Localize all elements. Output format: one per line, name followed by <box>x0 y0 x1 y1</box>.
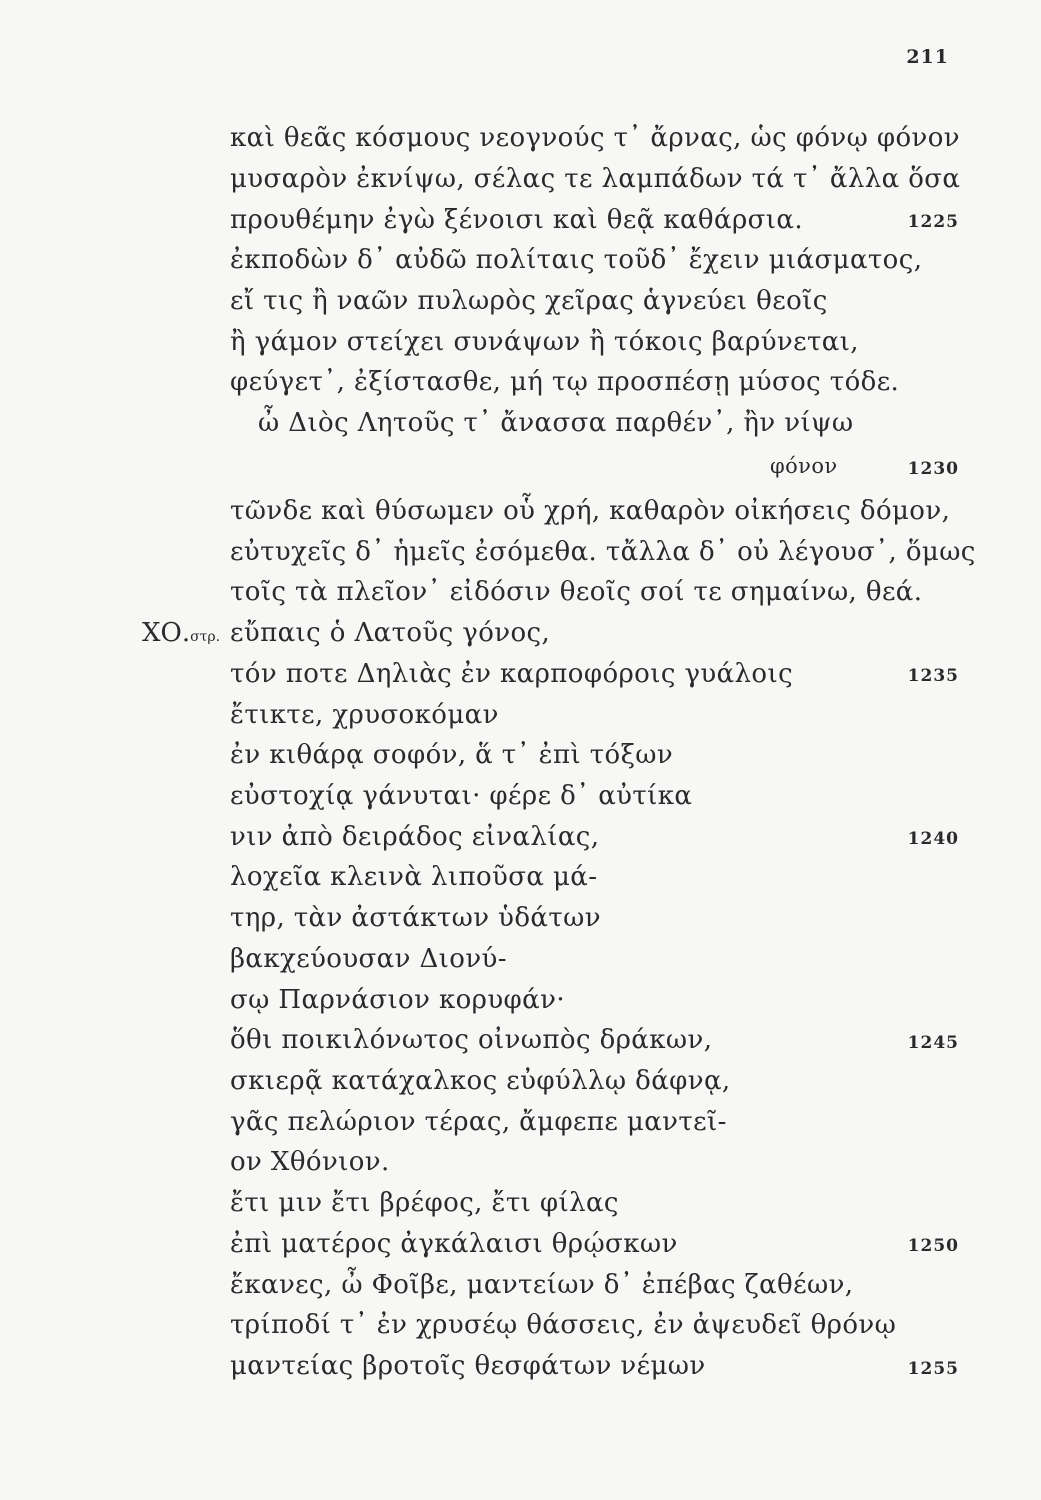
verse-line: ὅθι ποικιλόνωτος οἰνωπὸς δράκων, <box>230 1025 713 1055</box>
verse-line: εὐστοχίᾳ γάνυται· φέρε δ᾿ αὐτίκα <box>230 781 693 811</box>
verse-line: ἔτι μιν ἔτι βρέφος, ἔτι φίλας <box>230 1188 619 1218</box>
verse-line: βακχεύουσαν Διονύ- <box>230 944 507 974</box>
verse-line: σῳ Παρνάσιον κορυφάν· <box>230 985 565 1015</box>
verse-line: σκιερᾷ κατάχαλκος εὐφύλλῳ δάφνᾳ, <box>230 1066 731 1096</box>
verse-line: ἐπὶ ματέρος ἀγκάλαισι θρῴσκων <box>230 1229 678 1259</box>
verse-line: ἐν κιθάρᾳ σοφόν, ἅ τ᾿ ἐπὶ τόξων <box>230 740 674 770</box>
verse-line: φεύγετ᾿, ἐξίστασθε, μή τῳ προσπέσῃ μύσος τόδε. <box>230 367 900 397</box>
page-number: 211 <box>906 46 949 68</box>
verse-line-continuation: φόνον <box>770 454 838 478</box>
verse-line: ον Χθόνιον. <box>230 1147 390 1177</box>
line-number: 1245 <box>907 1033 959 1053</box>
verse-line: τόν ποτε Δηλιὰς ἐν καρποφόροις γυάλοις <box>230 659 794 689</box>
verse-line: τοῖς τὰ πλεῖον᾿ εἰδόσιν θεοῖς σοί τε σημαίνω, θεά. <box>230 577 923 607</box>
line-number: 1230 <box>907 459 959 479</box>
verse-line: μυσαρὸν ἐκνίψω, σέλας τε λαμπάδων τά τ᾿ ἄλλα ὅσα <box>230 164 961 194</box>
verse-line: ὦ Διὸς Λητοῦς τ᾿ ἄνασσα παρθέν᾿, ἢν νίψω <box>258 408 854 438</box>
line-number: 1255 <box>907 1359 959 1379</box>
verse-line: τρίποδί τ᾿ ἐν χρυσέῳ θάσσεις, ἐν ἀψευδεῖ θρόνῳ <box>230 1310 897 1340</box>
line-number: 1235 <box>907 666 959 686</box>
verse-line: ἐκποδὼν δ᾿ αὐδῶ πολίταις τοῦδ᾿ ἔχειν μιάσματος, <box>230 245 923 275</box>
verse-line: νιν ἀπὸ δειράδος εἰναλίας, <box>230 822 600 852</box>
verse-line: εὐτυχεῖς δ᾿ ἡμεῖς ἐσόμεθα. τἄλλα δ᾿ οὐ λέγουσ᾿, ὅμως <box>230 537 976 567</box>
section-mark: στρ. <box>190 629 221 645</box>
verse-line: καὶ θεᾶς κόσμους νεογνούς τ᾿ ἄρνας, ὡς φόνῳ φόνον <box>230 123 960 153</box>
verse-line: λοχεῖα κλεινὰ λιποῦσα μά- <box>230 862 598 892</box>
verse-line: μαντείας βροτοῖς θεσφάτων νέμων <box>230 1351 706 1381</box>
line-number: 1225 <box>907 212 959 232</box>
verse-line: εὔπαις ὁ Λατοῦς γόνος, <box>230 618 551 648</box>
verse-line: γᾶς πελώριον τέρας, ἄμφεπε μαντεῖ- <box>230 1107 727 1137</box>
verse-line: ἔτικτε, χρυσοκόμαν <box>230 700 499 730</box>
line-number: 1250 <box>907 1236 959 1256</box>
verse-line: προυθέμην ἐγὼ ξένοισι καὶ θεᾷ καθάρσια. <box>230 205 803 235</box>
speaker-label <box>142 617 220 653</box>
verse-line: τῶνδε καὶ θύσωμεν οὗ χρή, καθαρὸν οἰκήσεις δόμον, <box>230 496 951 526</box>
line-number: 1240 <box>907 829 959 849</box>
verse-line: εἴ τις ἢ ναῶν πυλωρὸς χεῖρας ἁγνεύει θεοῖς <box>230 286 828 316</box>
verse-line: τηρ, τὰν ἀστάκτων ὑδάτων <box>230 903 601 933</box>
verse-line: ἔκανες, ὦ Φοῖβε, μαντείων δ᾿ ἐπέβας ζαθέων, <box>230 1270 854 1300</box>
speaker-name: ΧΟ. <box>142 618 191 648</box>
verse-line: ἢ γάμον στείχει συνάψων ἢ τόκοις βαρύνεται, <box>230 327 859 357</box>
